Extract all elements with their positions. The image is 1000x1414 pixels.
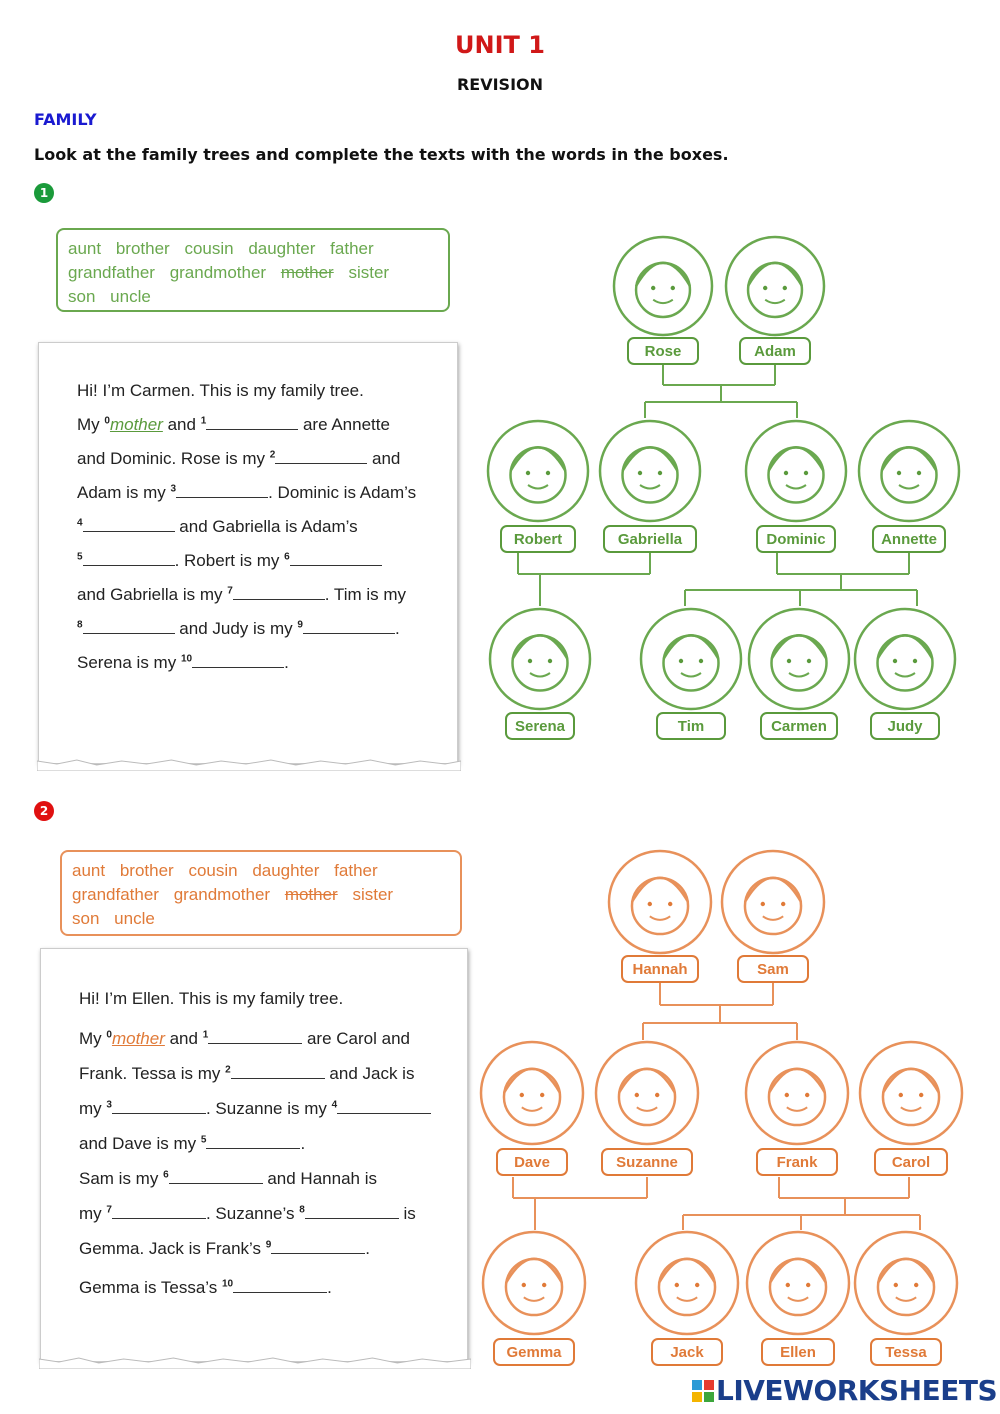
word-chip: cousin — [188, 861, 238, 880]
answer-blank[interactable] — [208, 1029, 302, 1044]
exercise-2-text-paper — [40, 948, 468, 1362]
text-line: Serena is my $^{10}$ . — [77, 653, 289, 672]
text-line: Gemma is Tessa’s $^{10}$ . — [79, 1278, 332, 1297]
word-chip-used: mother — [284, 885, 338, 904]
answer-blank[interactable] — [275, 449, 367, 464]
answer-blank[interactable] — [169, 1169, 263, 1184]
text-line: $^8$ and Judy is my $^9$ . — [77, 619, 400, 638]
answer-blank[interactable] — [206, 415, 298, 430]
word-chip: father — [334, 861, 378, 880]
name-label-jack — [652, 1339, 722, 1365]
liveworksheets-logo-icon — [692, 1380, 714, 1402]
svg-text:Gabriella: Gabriella — [617, 531, 683, 548]
name-label-tessa — [871, 1339, 941, 1365]
answer-blank[interactable] — [271, 1239, 365, 1254]
portrait-sam-icon — [722, 851, 824, 953]
svg-text:Sam: Sam — [757, 961, 789, 978]
section-heading: FAMILY — [34, 110, 97, 129]
portrait-hannah-icon — [609, 851, 711, 953]
exercise-1-word-box — [56, 228, 450, 312]
name-label-gabriella — [604, 526, 696, 552]
exercise-2-number-badge: 2 — [34, 801, 54, 821]
text-line: and Gabriella is my $^7$ . Tim is my — [77, 585, 407, 604]
name-label-frank — [757, 1149, 837, 1175]
portrait-ellen-icon — [747, 1232, 849, 1334]
svg-text:Carmen: Carmen — [771, 718, 827, 735]
word-chip: grandfather — [68, 263, 155, 282]
svg-text:Adam: Adam — [754, 343, 796, 360]
text-line: and Dave is my $^5$ . — [79, 1134, 306, 1153]
name-label-hannah — [622, 956, 698, 982]
page-subtitle: REVISION — [456, 75, 544, 94]
portrait-adam-icon — [726, 237, 824, 335]
word-chip: uncle — [114, 909, 155, 928]
text-line: Sam is my $^6$ and Hannah is — [79, 1169, 377, 1188]
liveworksheets-logo — [692, 1374, 997, 1407]
portrait-robert-icon — [488, 421, 588, 521]
svg-text:Tim: Tim — [677, 718, 705, 735]
name-label-judy — [871, 713, 939, 739]
word-chip: son — [72, 909, 100, 928]
answer-blank[interactable] — [231, 1064, 325, 1079]
name-label-serena — [506, 713, 574, 739]
answer-blank[interactable] — [337, 1099, 431, 1114]
name-label-annette — [873, 526, 945, 552]
logo-text: LIVEWORKSHEETS — [716, 1374, 998, 1407]
answer-blank[interactable] — [233, 585, 325, 600]
exercise-2-word-box — [60, 850, 462, 936]
portrait-suzanne-icon — [596, 1042, 698, 1144]
example-answer: mother — [109, 415, 163, 434]
exercise-1-number-badge: 1 — [34, 183, 54, 203]
text-line: Gemma. Jack is Frank’s $^9$ . — [79, 1239, 371, 1258]
torn-edge — [39, 1355, 471, 1369]
text-line: My $^0$mother and $^1$ are Carol and — [79, 1029, 410, 1048]
text-line: $^5$ . Robert is my $^6$ — [77, 551, 382, 571]
name-label-ellen — [762, 1339, 834, 1365]
svg-text:Robert: Robert — [513, 531, 563, 548]
portrait-judy-icon — [855, 609, 955, 709]
exercise-1-text-paper — [38, 342, 458, 764]
name-label-carol — [875, 1149, 947, 1175]
word-chip: aunt — [68, 239, 102, 258]
word-chip: sister — [348, 263, 390, 282]
name-label-gemma — [494, 1339, 574, 1365]
name-label-dominic — [757, 526, 835, 552]
word-chip: uncle — [110, 287, 151, 306]
word-chip: brother — [119, 861, 174, 880]
text-line: Adam is my $^3$ . Dominic is Adam’s — [77, 483, 417, 502]
svg-text:Tessa: Tessa — [885, 1344, 927, 1361]
text-line: $^4$ and Gabriella is Adam’s — [77, 517, 358, 536]
portrait-carol-icon — [860, 1042, 962, 1144]
exercise-1-family-tree — [480, 228, 970, 748]
name-label-rose — [628, 338, 698, 364]
portrait-tim-icon — [641, 609, 741, 709]
word-chip: cousin — [184, 239, 234, 258]
answer-blank[interactable] — [305, 1204, 399, 1219]
svg-text:Jack: Jack — [670, 1344, 704, 1361]
answer-blank[interactable] — [303, 619, 395, 634]
svg-text:Gemma: Gemma — [506, 1344, 562, 1361]
name-label-tim — [657, 713, 725, 739]
svg-text:Serena: Serena — [514, 718, 566, 735]
text-line: Hi! I’m Carmen. This is my family tree. — [77, 381, 364, 400]
page-title: UNIT 1 — [455, 31, 545, 59]
answer-blank[interactable] — [233, 1278, 327, 1293]
word-chip: daughter — [248, 239, 316, 258]
name-label-suzanne — [602, 1149, 692, 1175]
word-chip: aunt — [72, 861, 106, 880]
example-answer: mother — [111, 1029, 165, 1048]
exercise-2-family-tree — [475, 845, 975, 1370]
portrait-rose-icon — [614, 237, 712, 335]
svg-text:Suzanne: Suzanne — [616, 1154, 678, 1171]
word-chip: brother — [115, 239, 170, 258]
answer-blank[interactable] — [83, 619, 175, 634]
answer-blank[interactable] — [176, 483, 268, 498]
svg-text:Frank: Frank — [776, 1154, 818, 1171]
portrait-dave-icon — [481, 1042, 583, 1144]
svg-text:Carol: Carol — [891, 1154, 931, 1171]
answer-blank[interactable] — [83, 517, 175, 532]
portrait-serena-icon — [490, 609, 590, 709]
word-chip: grandmother — [173, 885, 271, 904]
answer-blank[interactable] — [112, 1204, 206, 1219]
svg-text:Annette: Annette — [881, 531, 937, 548]
text-line: My $^0$mother and $^1$ are Annette — [77, 415, 390, 434]
text-line: my $^3$ . Suzanne is my $^4$ — [79, 1099, 431, 1119]
answer-blank[interactable] — [206, 1134, 300, 1149]
name-label-adam — [740, 338, 810, 364]
svg-text:Rose: Rose — [644, 343, 682, 360]
torn-edge — [37, 757, 461, 771]
name-label-robert — [501, 526, 575, 552]
portrait-jack-icon — [636, 1232, 738, 1334]
word-chip: grandfather — [72, 885, 159, 904]
word-chip: sister — [352, 885, 394, 904]
portrait-carmen-icon — [749, 609, 849, 709]
svg-text:Dave: Dave — [514, 1154, 550, 1171]
word-chip: daughter — [252, 861, 320, 880]
word-chip: grandmother — [169, 263, 267, 282]
answer-blank[interactable] — [192, 653, 284, 668]
portrait-frank-icon — [746, 1042, 848, 1144]
word-chip-used: mother — [280, 263, 334, 282]
text-line: Frank. Tessa is my $^2$ and Jack is — [79, 1064, 415, 1083]
name-label-dave — [497, 1149, 567, 1175]
portrait-gabriella-icon — [600, 421, 700, 521]
answer-blank[interactable] — [83, 551, 175, 566]
word-chip: son — [68, 287, 96, 306]
portrait-dominic-icon — [746, 421, 846, 521]
text-line: Hi! I’m Ellen. This is my family tree. — [79, 989, 344, 1008]
portrait-tessa-icon — [855, 1232, 957, 1334]
name-label-sam — [738, 956, 808, 982]
portrait-annette-icon — [859, 421, 959, 521]
portrait-gemma-icon — [483, 1232, 585, 1334]
name-label-carmen — [761, 713, 837, 739]
text-line: and Dominic. Rose is my $^2$ and — [77, 449, 401, 468]
answer-blank[interactable] — [112, 1099, 206, 1114]
text-line: my $^7$ . Suzanne’s $^8$ is — [79, 1204, 416, 1223]
svg-text:Judy: Judy — [887, 718, 923, 735]
word-chip: father — [330, 239, 374, 258]
svg-text:Hannah: Hannah — [632, 961, 688, 978]
svg-text:Dominic: Dominic — [766, 531, 826, 548]
answer-blank[interactable] — [290, 551, 382, 566]
svg-text:Ellen: Ellen — [780, 1344, 816, 1361]
instruction-text: Look at the family trees and complete the texts with the words in the boxes. — [34, 145, 729, 164]
